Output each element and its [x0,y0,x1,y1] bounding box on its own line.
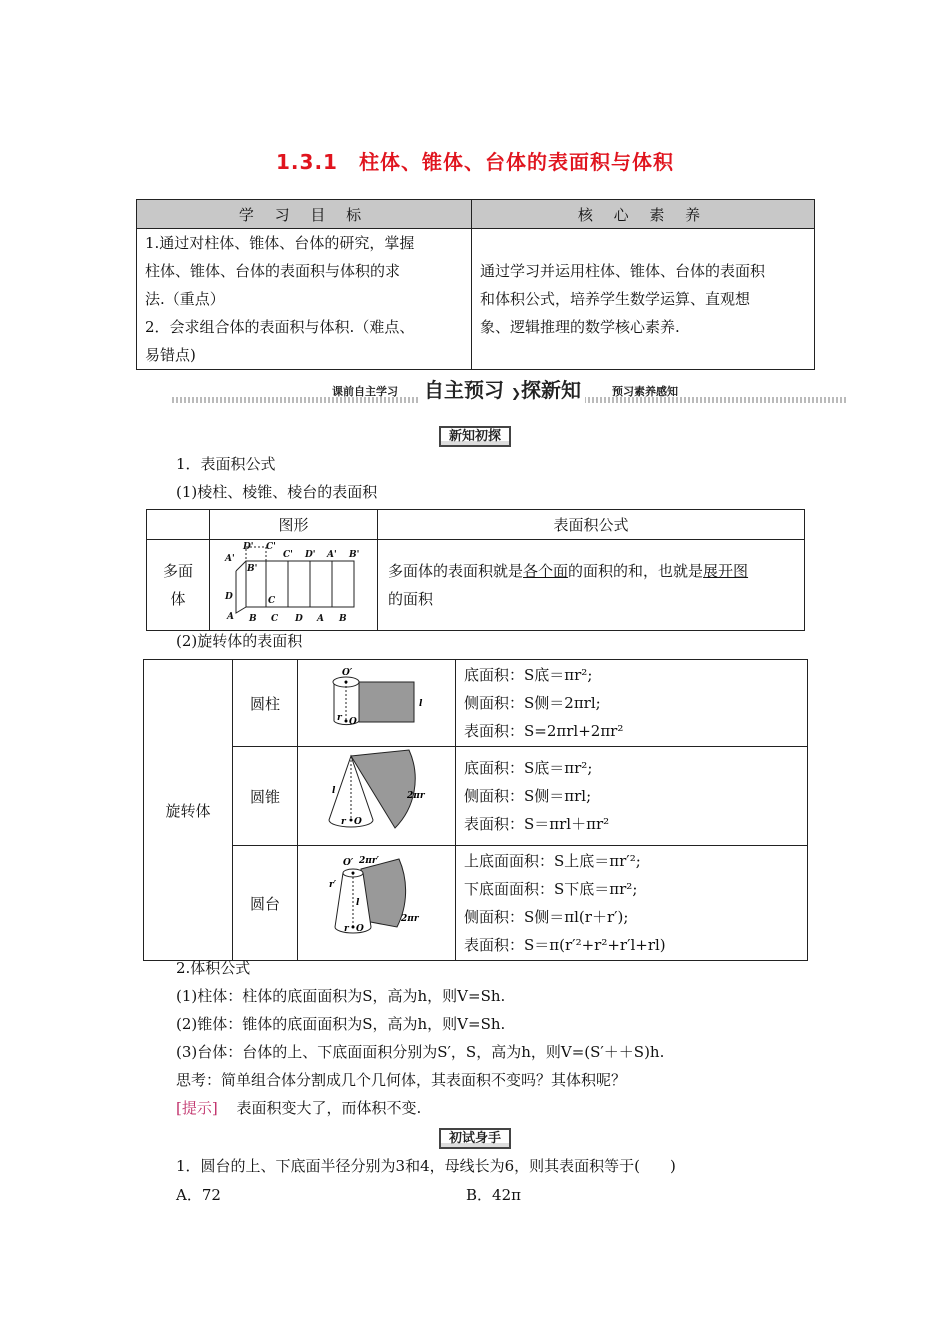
objective-line: 1.通过对柱体、锥体、台体的研究，掌握 [145,234,415,252]
banner-left-text: 课前自主学习 [332,385,398,398]
fig-label: r′ [329,880,337,890]
frustum-figure [299,849,449,953]
literacy-cell [472,229,815,370]
section-banner [172,375,847,405]
literacy-header: 核 心 素 养 [472,200,815,229]
label-line: 多面 [162,562,193,580]
section-1: 1．表面积公式 [176,455,276,473]
objective-line: 柱体、锥体、台体的表面积与体积的求 [145,262,401,280]
label-line: 体 [170,590,186,608]
chevron-icon: ❯ [510,386,522,400]
vertex-label: A [227,612,234,622]
polyhedron-formula [378,540,805,631]
volume-pyramid: (2)锥体：锥体的底面面积为S，高为h，则V=Sh. [176,1015,506,1033]
formula-line: 侧面积：S侧＝πl(r＋r′); [464,908,629,926]
objective-line: 2．会求组合体的表面积与体积.（难点、 [145,318,415,336]
hint-text: 表面积变大了，而体积不变. [236,1099,422,1117]
formula-line: 底面积：S底＝πr²; [464,666,593,684]
fig-label: r [344,924,349,934]
fig-label: O [354,817,362,827]
literacy-line: 象、逻辑推理的数学核心素养. [480,318,680,336]
formula-text: 的面积 [388,590,434,608]
practice-badge: 初试身手 [439,1128,511,1149]
formula-line: 侧面积：S侧＝2πrl; [464,694,601,712]
page-title: 1.3.1 柱体、锥体、台体的表面积与体积 [276,150,674,174]
option-b: B．42π [466,1186,521,1204]
answer-underline: 各个面 [523,562,569,580]
new-knowledge-badge: 新知初探 [439,426,511,447]
objectives-header: 学 习 目 标 [137,200,472,229]
cylinder-formulas [456,660,808,747]
cylinder-name: 圆柱 [233,660,298,747]
vertex-label: C' [266,542,276,552]
vertex-label: B' [247,564,258,574]
literacy-line: 和体积公式，培养学生数学运算、直观想 [480,290,751,308]
polyhedron-label [147,540,210,631]
cone-name: 圆锥 [233,747,298,846]
fig-label: r [341,817,346,827]
frustum-figure-cell [298,846,456,961]
fig-label: O′ [343,858,354,868]
rotation-label: 旋转体 [144,660,233,961]
formula-line: 上底面面积：S上底＝πr′²; [464,852,641,870]
vertex-label: A' [225,554,235,564]
vertex-label: B' [349,550,360,560]
option-a: A．72 [176,1186,221,1204]
formula-line: 下底面面积：S下底＝πr²; [464,880,638,898]
badge-row [0,425,950,444]
fig-label: r [337,713,342,723]
banner-right-text: 预习素养感知 [612,385,678,398]
vertex-label: C' [283,550,293,560]
volume-frustum: (3)台体：台体的上、下底面面积分别为S′，S，高为h，则V=(S′＋＋S)h. [176,1043,665,1061]
fig-label: O [356,924,364,934]
formula-line: 侧面积：S侧＝πrl; [464,787,592,805]
cylinder-figure [299,661,449,741]
vertex-label: B [249,614,257,624]
literacy-line: 通过学习并运用柱体、锥体、台体的表面积 [480,262,766,280]
formula-text: 多面体的表面积就是 [388,562,524,580]
cylinder-figure-cell [298,660,456,747]
vertex-label: A [317,614,324,624]
empty-header [147,510,210,540]
formula-line: 表面积：S＝π(r′²+r²+r′l+rl) [464,936,666,954]
section-2: 2.体积公式 [176,959,251,977]
formula-line: 表面积：S＝πrl＋πr² [464,815,610,833]
fig-label: 2πr [401,914,419,924]
fig-label: l [419,699,423,709]
objective-line: 法.（重点） [145,290,225,308]
vertex-label: C [271,614,279,624]
fig-label: l [356,898,360,908]
formula-header: 表面积公式 [378,510,805,540]
section-1b: (2)旋转体的表面积 [176,632,303,650]
banner-main-text [420,374,585,403]
hint-line [176,1097,421,1118]
polyhedron-figure-cell [210,540,378,631]
formula-line: 表面积：S=2πrl+2πr² [464,722,624,740]
figure-header: 图形 [210,510,378,540]
vertex-label: D [295,614,303,624]
banner-main-part2: 探新知 [521,378,582,402]
prism-net-figure [211,541,371,625]
vertex-label: C [268,596,276,606]
question-1: 1．圆台的上、下底面半径分别为3和4，母线长为6，则其表面积等于( ) [176,1157,676,1175]
fig-label: O [349,717,357,727]
think-question: 思考：简单组合体分割成几个几何体，其表面积不变吗？其体积呢？ [176,1071,627,1089]
fig-label: 2πr [407,791,425,801]
fig-label: l [332,786,336,796]
formula-line: 底面积：S底＝πr²; [464,759,593,777]
section-1a: (1)棱柱、棱锥、棱台的表面积 [176,483,378,501]
vertex-label: B [339,614,347,624]
frustum-formulas [456,846,808,961]
fig-label: 2πr′ [359,856,379,866]
cone-figure-cell [298,747,456,846]
rotation-body-table [143,659,808,961]
vertex-label: D [225,592,233,602]
vertex-label: D' [305,550,316,560]
formula-text: 的面积的和，也就是 [568,562,704,580]
objectives-table [136,199,815,370]
answer-underline: 展开图 [703,562,749,580]
volume-prism: (1)柱体：柱体的底面面积为S，高为h，则V=Sh. [176,987,506,1005]
hint-label: [提示] [176,1099,218,1117]
fig-label: O′ [342,668,353,678]
vertex-label: A' [327,550,337,560]
banner-main-part: 自主预习 [424,378,504,402]
badge-row-2 [0,1127,950,1146]
frustum-name: 圆台 [233,846,298,961]
cone-formulas [456,747,808,846]
polyhedron-table [146,509,805,631]
objectives-cell [137,229,472,370]
cone-figure [299,748,449,840]
vertex-label: D' [243,542,254,552]
objective-line: 易错点) [145,346,196,364]
